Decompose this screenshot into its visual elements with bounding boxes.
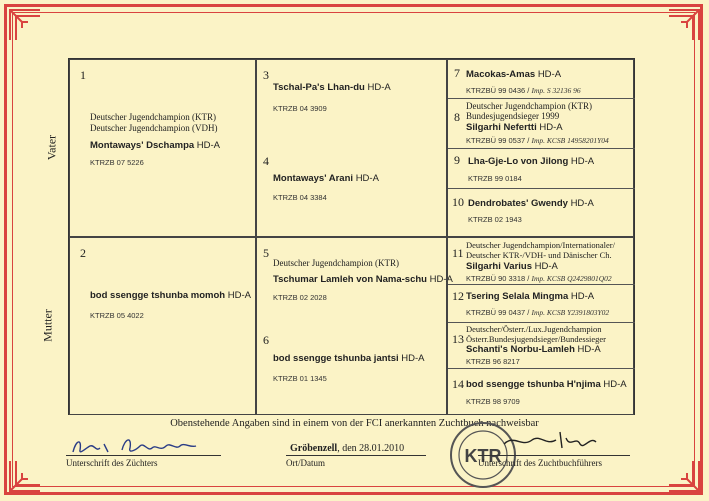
registration-number: KTRZBÜ 90 3318 / Imp. KCSB Q2429801Q02 bbox=[466, 274, 612, 283]
registration-number: KTRZBÜ 99 0537 / Imp. KCSB 14958201Y04 bbox=[466, 136, 609, 145]
cell-number: 2 bbox=[80, 246, 86, 260]
cell-number: 6 bbox=[263, 333, 269, 347]
breeder-signature-label: Unterschrift des Züchters bbox=[66, 458, 158, 468]
divider bbox=[448, 188, 635, 189]
registration-number: KTRZB 07 5226 bbox=[90, 158, 144, 167]
dog-name: bod ssengge tshunba jantsi HD-A bbox=[273, 353, 425, 364]
cell-number: 3 bbox=[263, 68, 269, 82]
registration-number: KTRZB 02 2028 bbox=[273, 293, 327, 302]
title-line: Deutscher Jugendchampion (KTR) bbox=[273, 258, 399, 268]
cell-number: 7 bbox=[454, 66, 460, 80]
father-label: Vater bbox=[44, 134, 59, 161]
title-line: Deutscher KTR-/VDH- und Dänischer Ch. bbox=[466, 250, 612, 260]
cell-11-14 bbox=[447, 237, 634, 415]
title-line: Deutscher Jugendchampion (VDH) bbox=[90, 123, 218, 133]
place-date-line bbox=[286, 455, 426, 456]
title-line: Deutscher Jugendchampion/Internationaler/ bbox=[466, 240, 615, 250]
cell-number: 4 bbox=[263, 154, 269, 168]
registration-number: KTRZB 96 8217 bbox=[466, 357, 520, 366]
registration-number: KTRZB 99 0184 bbox=[468, 174, 522, 183]
dog-name: bod ssengge tshunba H'njima HD-A bbox=[466, 379, 627, 390]
keeper-signature-line bbox=[478, 455, 630, 456]
pedigree-grid bbox=[68, 58, 635, 415]
registration-number: KTRZB 01 1345 bbox=[273, 374, 327, 383]
dog-name: Silgarhi Nefertti HD-A bbox=[466, 122, 563, 133]
registration-number: KTRZB 04 3909 bbox=[273, 104, 327, 113]
dog-name: Schanti's Norbu-Lamleh HD-A bbox=[466, 344, 601, 355]
cell-number: 9 bbox=[454, 153, 460, 167]
registration-number: KTRZB 02 1943 bbox=[468, 215, 522, 224]
dog-name: Montaways' Arani HD-A bbox=[273, 173, 379, 184]
title-line: Bundesjugendsieger 1999 bbox=[466, 111, 560, 121]
dog-name: Tschal-Pa's Lhan-du HD-A bbox=[273, 82, 391, 93]
cell-number: 8 bbox=[454, 110, 460, 124]
dog-name: Tschumar Lamleh von Nama-schu HD-A bbox=[273, 274, 453, 285]
cell-number: 14 bbox=[452, 377, 464, 391]
registration-number: KTRZB 05 4022 bbox=[90, 311, 144, 320]
dog-name: bod ssengge tshunba momoh HD-A bbox=[90, 290, 251, 301]
place-date: Gröbenzell, den 28.01.2010 bbox=[290, 443, 405, 454]
registration-number: KTRZB 98 9709 bbox=[466, 397, 520, 406]
dog-name: Lha-Gje-Lo von Jilong HD-A bbox=[468, 156, 595, 167]
cell-2 bbox=[69, 237, 256, 415]
cell-7-10 bbox=[447, 59, 634, 237]
breeder-signature-line bbox=[66, 455, 221, 456]
registration-number: KTRZB 04 3384 bbox=[273, 193, 327, 202]
dog-name: Dendrobates' Gwendy HD-A bbox=[468, 198, 594, 209]
cell-number: 13 bbox=[452, 332, 464, 346]
divider bbox=[448, 148, 635, 149]
cell-number: 12 bbox=[452, 289, 464, 303]
dog-name: Montaways' Dschampa HD-A bbox=[90, 140, 221, 151]
registration-number: KTRZBÜ 99 0436 / Imp. S 32136 96 bbox=[466, 86, 581, 95]
cell-number: 1 bbox=[80, 68, 86, 82]
stamp-text: KTR bbox=[464, 446, 502, 466]
divider bbox=[448, 322, 635, 323]
mother-label: Mutter bbox=[40, 309, 55, 342]
dog-name: Silgarhi Varius HD-A bbox=[466, 261, 558, 272]
corner-ornament-icon bbox=[8, 8, 42, 42]
corner-ornament-icon bbox=[667, 459, 701, 493]
divider bbox=[448, 368, 635, 369]
title-line: Deutscher Jugendchampion (KTR) bbox=[466, 101, 592, 111]
cell-5-6 bbox=[256, 237, 453, 415]
cell-number: 10 bbox=[452, 195, 464, 209]
divider bbox=[448, 98, 635, 99]
cell-number: 11 bbox=[452, 246, 464, 260]
dog-name: Macokas-Amas HD-A bbox=[466, 69, 562, 80]
place-date-label: Ort/Datum bbox=[286, 458, 325, 468]
title-line: Österr.Bundesjugendsieger/Bundessieger bbox=[466, 334, 606, 344]
divider bbox=[448, 284, 635, 285]
cell-3-4 bbox=[256, 59, 447, 237]
corner-ornament-icon bbox=[667, 8, 701, 42]
keeper-signature bbox=[500, 428, 610, 454]
dog-name: Tsering Selala Mingma HD-A bbox=[466, 291, 595, 302]
registration-number: KTRZBÜ 99 0437 / Imp. KCSB Y2391803Y02 bbox=[466, 308, 610, 317]
keeper-signature-label: Unterschrift des Zuchtbuchführers bbox=[478, 458, 602, 468]
title-line: Deutscher Jugendchampion (KTR) bbox=[90, 112, 216, 122]
fci-note: Obenstehende Angaben sind in einem von der FCI anerkannten Zuchtbuch nachweisbar bbox=[170, 418, 539, 429]
title-line: Deutscher/Österr./Lux.Jugendchampion bbox=[466, 324, 602, 334]
corner-ornament-icon bbox=[8, 459, 42, 493]
cell-number: 5 bbox=[263, 246, 269, 260]
cell-1 bbox=[69, 59, 256, 237]
